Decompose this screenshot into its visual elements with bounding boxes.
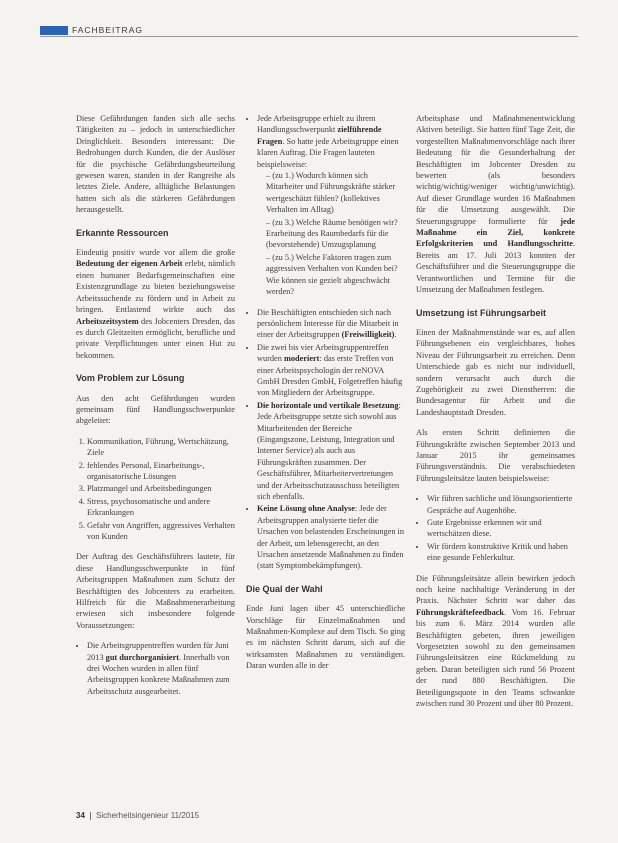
page-number: 34 bbox=[76, 811, 85, 820]
paragraph: Der Auftrag des Geschäftsführers lautete, für diese Handlungsschwerpunkte in fünf Arbeitsgruppen Maßnahmen zum Schutz der Beschäftigten des Jobcenters zu erarbeiten. Hilfreich für die Maßnahmenerarbeitung erwiesen sich insbesondere folgende Voraussetzungen: bbox=[76, 552, 235, 630]
column-3 bbox=[416, 113, 575, 719]
column-1 bbox=[76, 113, 235, 706]
bold-run: moderiert bbox=[283, 354, 320, 364]
bold-run: Arbeitszeitsystem bbox=[76, 316, 139, 326]
text-run: Die Beschäftigten entschieden sich nach persönlichem Interesse für die Mitarbeit in einer der Arbeitsgruppen bbox=[257, 307, 399, 340]
bold-run: Führungskräftefeedback bbox=[416, 607, 505, 617]
list-item: 5. Gefahr von Angriffen, aggressives Verhalten von Kunden bbox=[87, 520, 235, 543]
paragraph bbox=[416, 573, 575, 710]
sub-list-item: – (zu 3.) Welche Räume benötigen wir? Erarbeitung des Raumbedarfs für die (bevorstehende) Umzugsplanung bbox=[266, 217, 405, 251]
bullet-list bbox=[76, 640, 235, 697]
text-run: : Jede Arbeitsgruppe setzte sich sowohl aus Mitarbeitenden der Bereiche (Eingangszone, Leistung, Integration und Interner Service) als auch aus Führungskräften zusammen. Der Geschäftsführer, Mitarbeitervertretungen und der Arbeitsschutzausschuss beteiligten sich ebenfalls. bbox=[257, 400, 401, 501]
paragraph: Diese Gefährdungen fanden sich alle sechs Tätigkeiten zu – jedoch in unterschiedlicher Dringlichkeit. Besonders interessant: Die Bedrohungen durch Kunden, die der Auslöser für die psychische Gefährdungsbeurteilung gewesen waren, standen in der Rangreihe als letztes Ziele. Andere, alltägliche Belastungen hatten sich als die stärkeren Gefährdungen herausgestellt. bbox=[76, 114, 235, 215]
text-run: Die Führungsleitsätze allein bewirken jedoch noch keine nachhaltige Veränderung in der Praxis. Nächster Schritt war daher das bbox=[416, 573, 575, 606]
article-body bbox=[76, 113, 582, 813]
header-rule bbox=[40, 36, 578, 37]
list-item bbox=[257, 113, 405, 298]
list-item bbox=[257, 307, 405, 341]
list-item: 2. fehlendes Personal, Einarbeitungs-, organisatorische Lösungen bbox=[87, 460, 235, 483]
bold-run: jede Maßnahme ein Ziel, konkrete Erfolgskriterien und Handlungsschritte bbox=[416, 216, 575, 249]
list-item: 4. Stress, psychosomatische und andere Erkrankungen bbox=[87, 496, 235, 519]
bold-run: gut durchorganisiert bbox=[105, 652, 180, 662]
column-2 bbox=[246, 113, 405, 681]
list-item bbox=[87, 640, 235, 697]
numbered-list bbox=[76, 436, 235, 543]
text-run: : das erste Treffen von einer Arbeitspsychologin der reNOVA GmbH Dresden GmbH, Folgetreffen häufig von Mitgliedern der Arbeitsgruppe. bbox=[257, 354, 403, 398]
section-heading-loesung: Vom Problem zur Lösung bbox=[76, 373, 185, 384]
paragraph bbox=[76, 247, 235, 361]
list-item: • Wir führen sachliche und lösungsorientierte Gespräche auf Augenhöhe. bbox=[427, 493, 575, 516]
section-heading-fuehrungsarbeit: Umsetzung ist Führungsarbeit bbox=[416, 307, 547, 318]
bold-run: Die horizontale und vertikale Besetzung bbox=[257, 400, 399, 410]
section-heading-ressourcen: Erkannte Ressourcen bbox=[76, 227, 169, 238]
sub-list bbox=[257, 170, 405, 297]
text-run: . Bereits am 17. Juli 2013 konnten der Geschäftsführer und die Steuerungsgruppe die Verantwortlichen und Termine für die Umsetzung der Maßnahmen festlegen. bbox=[416, 239, 575, 295]
list-item: • Wir fördern konstruktive Kritik und haben eine gesunde Fehlerkultur. bbox=[427, 541, 575, 564]
header-accent-bar bbox=[40, 26, 68, 35]
paragraph: Aus den acht Gefährdungen wurden gemeinsam fünf Handlungsschwerpunkte abgeleitet: bbox=[76, 393, 235, 426]
text-run: . Vom 16. Februar bis zum 6. März 2014 wurden alle Beschäftigten gebeten, ihren jeweiligen Vorgesetzten sowohl zu den gemeinsamen Führungsleitsätzen eine Rückmeldung zu geben. Daran beteiligten sich rund 56 Prozent der rund 880 Beschäftigten. Die Beteiligungsquote in den Teams schwankte zwischen rund 30 Prozent und über 80 Prozent. bbox=[416, 607, 575, 709]
bullet-list bbox=[416, 493, 575, 563]
section-heading-wahl: Die Qual der Wahl bbox=[246, 583, 323, 594]
list-item bbox=[257, 342, 405, 399]
text-run: . bbox=[394, 330, 397, 340]
text-run: Die Arbeitsgruppentreffen wurden für Juni 2013 bbox=[87, 641, 229, 662]
text-run: Arbeitsphase und Maßnahmenentwicklung Aktiven beteiligt. Sie hatten fünf Tage Zeit, die vorgestellten Maßnahmenvorschläge nach ihrer Bedeutung für die Gesunderhaltung der Beschäftigten im Jobcenter Dresden zu bewerten (als besonders wichtig/wichtig/weniger wichtig/unwichtig). Auf dieser Grundlage wurden 16 Maßnahmen für die Umsetzung ausgewählt. Die Steuerungsgruppe formulierte für bbox=[416, 114, 575, 226]
bullet-list bbox=[246, 113, 405, 298]
list-item: • Gute Ergebnisse erkennen wir und wertschätzen diese. bbox=[427, 517, 575, 540]
text-run: : Jede der Arbeitsgruppen analysierte tiefer die Ursachen von belastenden Erscheinungen in der Arbeit, um lebensgerecht, an den Ursachen ansetzende Maßnahmen zu finden (statt Symptombekämpfungen). bbox=[257, 504, 404, 571]
section-label: FACHBEITRAG bbox=[72, 25, 143, 35]
bold-run: Bedeutung der eigenen Arbeit bbox=[76, 259, 183, 269]
text-run: Die zwei bis vier Arbeitsgruppentreffen wurden bbox=[257, 342, 389, 364]
bold-run: (Freiwilligkeit) bbox=[341, 330, 395, 340]
list-item bbox=[257, 503, 405, 571]
paragraph: Einen der Maßnahmenstände war es, auf allen Führungsebenen ein vergleichbares, hohes Niveau der Führungsarbeit zu erreichen. Denn Unterschiede gab es nicht nur individuell, sondern verursacht auch durch die Zugehörigkeit zu zwei Dienstherren: die Bundesagentur für Arbeit und die Landeshauptstadt Dresden. bbox=[416, 327, 575, 417]
text-run: Jede Arbeitsgruppe erhielt zu ihrem Handlungsschwerpunkt bbox=[257, 114, 376, 135]
sub-list-item: – (zu 1.) Wodurch können sich Mitarbeiter und Führungskräfte stärker wertgeschätzt fühlen? (kollektives Verhalten im Alltag) bbox=[266, 170, 405, 216]
list-item bbox=[257, 400, 405, 503]
text-run: erlebt, nämlich einen humaner Bedarfsgemeinschaften eine Existenzgrundlage zu bieten beziehungsweise Arbeitssuchende zu fördern und in Arbeit zu bringen. Entlastend wirkte auch das bbox=[76, 259, 235, 315]
paragraph bbox=[416, 113, 575, 296]
paragraph: Als ersten Schritt definierten die Führungskräfte zwischen September 2013 und Januar 2015 ihr gemeinsames Führungsverständnis. Die verabschiedeten Führungsleitsätze lauten beispielsweise: bbox=[416, 428, 575, 483]
bold-run: zielführende Fragen bbox=[257, 125, 382, 146]
sub-list-item: – (zu 5.) Welche Faktoren tragen zum aggressiven Verhalten von Kunden bei? Wie können sie gezielt abgeschwächt werden? bbox=[266, 252, 405, 298]
text-run: des Jobcenters Dresden, das es durch Gleitzeiten ermöglicht, berufliche und private Verpflichtungen unter einen Hut zu bekommen. bbox=[76, 316, 235, 360]
bold-run: Keine Lösung ohne Analyse bbox=[257, 504, 355, 514]
list-item: 1. Kommunikation, Führung, Wertschätzung, Ziele bbox=[87, 436, 235, 459]
magazine-name: Sicherheitsingenieur 11/2015 bbox=[96, 811, 200, 820]
bullet-list bbox=[246, 307, 405, 572]
text-run: Eindeutig positiv wurde vor allem die große bbox=[76, 248, 235, 258]
list-item: 3. Platzmangel und Arbeitsbedingungen bbox=[87, 483, 235, 494]
text-run: . So hatte jede Arbeitsgruppe einen klaren Auftrag. Die Fragen lauteten beispielsweise: bbox=[257, 136, 399, 169]
text-run: . Innerhalb von drei Wochen wurden in allen fünf Arbeitsgruppen konkrete Maßnahmen zum Arbeitsschutz ausgearbeitet. bbox=[87, 652, 230, 696]
paragraph: Ende Juni lagen über 45 unterschiedliche Vorschläge für Einzelmaßnahmen und Maßnahmen-Komplexe auf dem Tisch. So ging es im nächsten Schritt darum, sich auf die wirksamsten Maßnahmen zu verständigen. Daran wurden alle in der bbox=[246, 604, 405, 671]
footer-divider bbox=[90, 812, 91, 820]
